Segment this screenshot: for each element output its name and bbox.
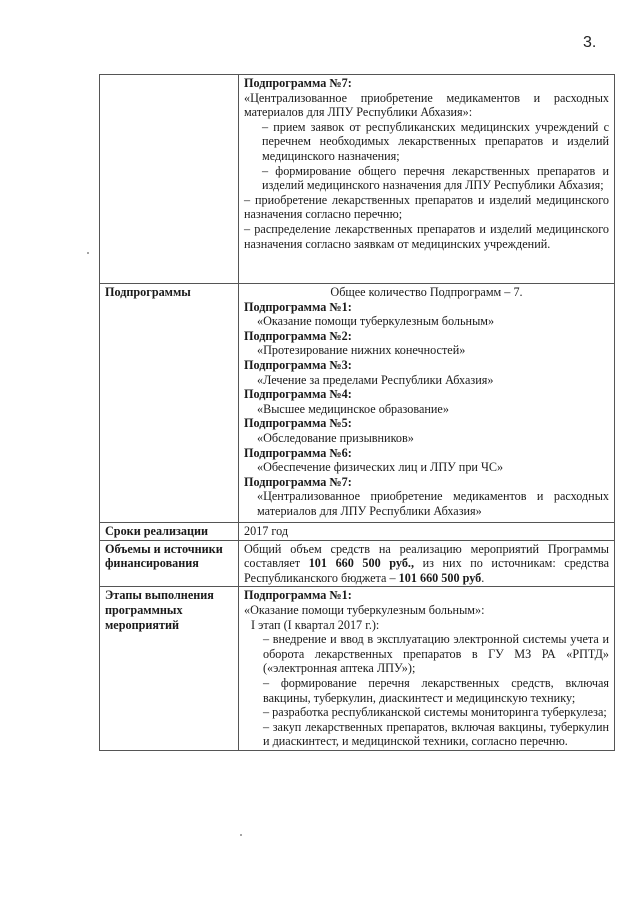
subprogram-title: «Оказание помощи туберкулезным больным»:: [244, 602, 485, 617]
stage-item: – разработка республиканской системы мониторинга туберкулеза;: [263, 705, 607, 720]
row-content: [239, 587, 615, 751]
row-label: Подпрограммы: [100, 284, 239, 523]
subprogram-heading: Подпрограмма №1:: [244, 588, 352, 603]
table-row-subprograms: [100, 284, 615, 523]
passport-table: [99, 74, 615, 751]
funding-text: .: [481, 570, 485, 585]
scan-speck: [87, 252, 89, 254]
subprogram-heading: Подпрограмма №2:: [244, 328, 352, 343]
subprogram-heading: Подпрограмма №7:: [244, 76, 352, 90]
row-label: [100, 75, 239, 284]
table-row-timeline: [100, 523, 615, 541]
subprogram-heading: Подпрограмма №7:: [244, 474, 352, 489]
subprogram-name: «Высшее медицинское образование»: [257, 401, 449, 416]
subprogram-heading: Подпрограмма №1:: [244, 299, 352, 314]
row-content: [239, 284, 615, 523]
table-row-stages: [100, 587, 615, 751]
subprogram-heading: Подпрограмма №5:: [244, 416, 352, 431]
table-row-subprogram-7-details: [100, 75, 615, 284]
subprogram-heading: Подпрограмма №4:: [244, 387, 352, 402]
subprogram-name: «Обследование призывников»: [257, 430, 414, 445]
funding-budget-amount: 101 660 500 руб: [398, 570, 482, 585]
row-content: [239, 540, 615, 587]
scan-speck: [240, 834, 242, 836]
funding-text: из них по источникам: средства Республиканского бюджета –: [244, 556, 609, 585]
row-label: Объемы и источники финансирования: [100, 540, 239, 587]
funding-total-amount: 101 660 500 руб.,: [308, 556, 415, 571]
table-row-funding: [100, 540, 615, 587]
stage-item: – внедрение и ввод в эксплуатацию электронной системы учета и оборота лекарственных препаратов в ГУ МЗ РА «РПТД» («электронная аптека ЛПУ»);: [263, 632, 609, 676]
task-item: – прием заявок от республиканских медицинских учреждений с перечнем необходимых лекарственных препаратов и изделий медицинского назначения;: [262, 119, 609, 163]
task-item: – формирование общего перечня лекарственных препаратов и изделий медицинского назначения для ЛПУ Республики Абхазия;: [262, 163, 609, 193]
subprogram-heading: Подпрограмма №6:: [244, 445, 352, 460]
subprogram-heading: Подпрограмма №3:: [244, 357, 352, 372]
stage-item: – закуп лекарственных препаратов, включая вакцины, туберкулин и диаскинтест, и медицинской техники, согласно перечню.: [263, 719, 609, 749]
row-label: Сроки реализации: [100, 523, 239, 541]
page-number: 3.: [583, 34, 597, 51]
task-item: – распределение лекарственных препаратов и изделий медицинского назначения согласно заявкам от медицинских учреждений.: [244, 221, 609, 251]
stage-label: I этап (I квартал 2017 г.):: [251, 617, 380, 632]
subprogram-name: «Централизованное приобретение медикаментов и расходных материалов для ЛПУ Республики Абхазия»: [257, 489, 609, 518]
task-item: – приобретение лекарственных препаратов и изделий медицинского назначения согласно перечню;: [244, 192, 609, 222]
subprogram-name: «Лечение за пределами Республики Абхазия»: [257, 372, 494, 387]
funding-text: Общий объем средств на реализацию мероприятий Программы составляет: [244, 541, 609, 571]
subprogram-total: Общее количество Подпрограмм – 7.: [330, 285, 523, 299]
subprogram-name: «Обеспечение физических лиц и ЛПУ при ЧС»: [257, 460, 504, 475]
row-content: [239, 75, 615, 284]
subprogram-name: «Протезирование нижних конечностей»: [257, 343, 466, 358]
row-label: Этапы выполнения программных мероприятий: [100, 587, 239, 751]
subprogram-title: «Централизованное приобретение медикаментов и расходных материалов для ЛПУ Республики Абхазия»:: [244, 90, 609, 120]
stage-item: – формирование перечня лекарственных средств, включая вакцины, туберкулин, диаскинтест и медицинскую технику;: [263, 675, 609, 705]
subprogram-name: «Оказание помощи туберкулезным больным»: [257, 314, 495, 329]
row-content: 2017 год: [239, 523, 615, 541]
